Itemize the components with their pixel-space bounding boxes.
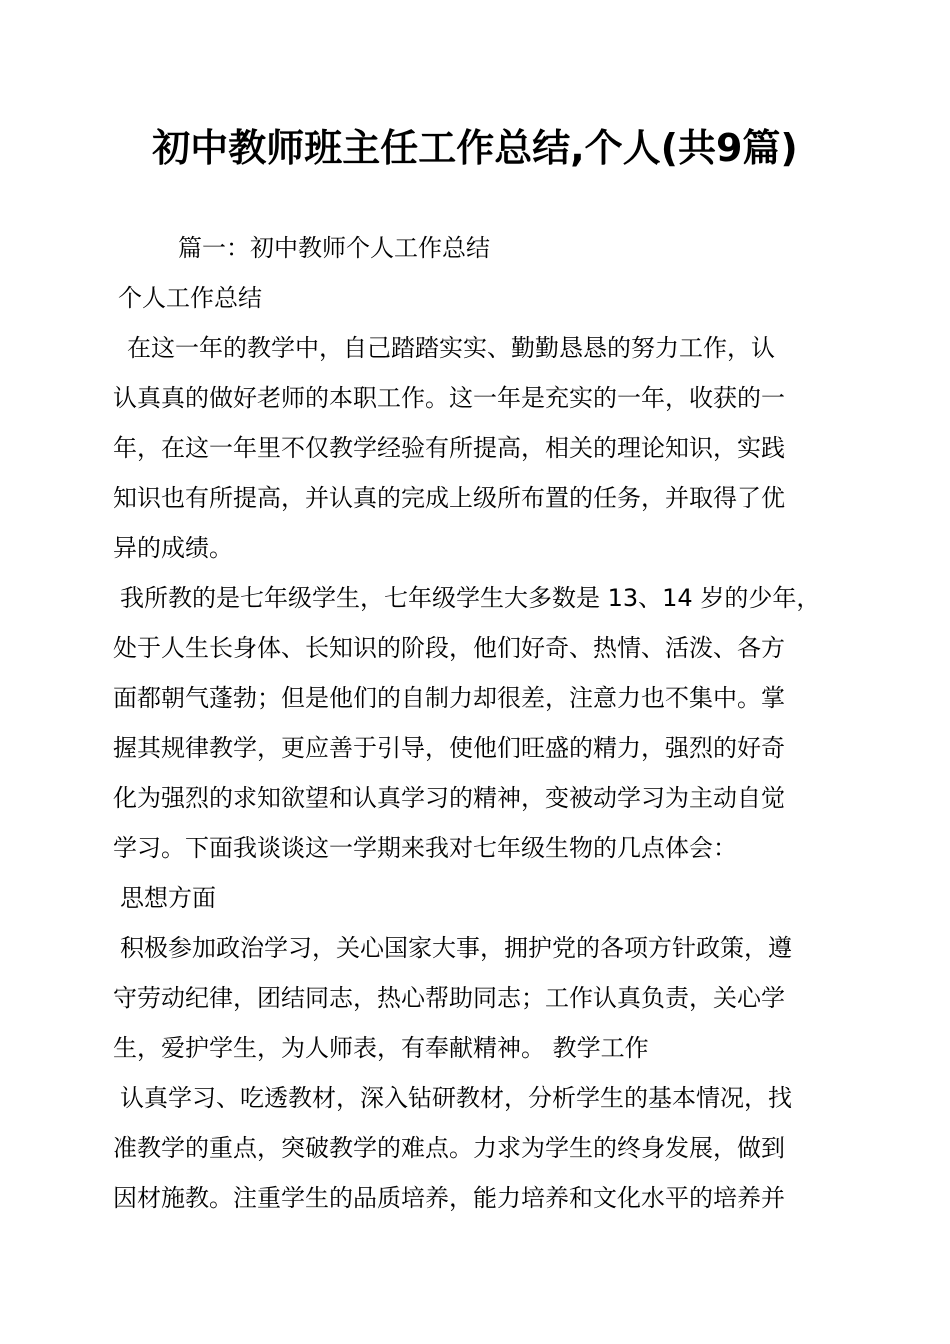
- paragraph-line: 认真真的做好老师的本职工作。这一年是充实的一年，收获的一: [113, 384, 785, 412]
- document-title: 初中教师班主任工作总结,个人(共9篇): [152, 126, 798, 170]
- paragraph-line: 握其规律教学，更应善于引导，使他们旺盛的精力，强烈的好奇: [113, 734, 785, 762]
- paragraph-line: 在这一年的教学中，自己踏踏实实、勤勤恳恳的努力工作，认: [127, 334, 775, 362]
- paragraph-line: 认真学习、吃透教材，深入钻研教材，分析学生的基本情况，找: [120, 1084, 792, 1112]
- paragraph-line: 年，在这一年里不仅教学经验有所提高，相关的理论知识，实践: [113, 434, 785, 462]
- paragraph-line: 积极参加政治学习，关心国家大事，拥护党的各项方针政策，遵: [120, 934, 792, 962]
- paragraph-line: 处于人生长身体、长知识的阶段，他们好奇、热情、活泼、各方: [113, 634, 785, 662]
- subheading: 思想方面: [120, 884, 216, 912]
- paragraph-line: 因材施教。注重学生的品质培养，能力培养和文化水平的培养并: [113, 1184, 785, 1212]
- paragraph-line: 知识也有所提高，并认真的完成上级所布置的任务，并取得了优: [113, 484, 785, 512]
- subheading: 个人工作总结: [118, 284, 262, 312]
- paragraph-line: 异的成绩。: [113, 534, 233, 562]
- section-heading: 篇一：初中教师个人工作总结: [178, 234, 490, 262]
- paragraph-line: 我所教的是七年级学生，七年级学生大多数是 13、14 岁的少年，: [120, 584, 821, 612]
- paragraph-line: 生，爱护学生，为人师表，有奉献精神。 教学工作: [113, 1034, 649, 1062]
- paragraph-line: 守劳动纪律，团结同志，热心帮助同志；工作认真负责，关心学: [113, 984, 785, 1012]
- paragraph-line: 准教学的重点，突破教学的难点。力求为学生的终身发展，做到: [113, 1134, 785, 1162]
- paragraph-line: 学习。下面我谈谈这一学期来我对七年级生物的几点体会：: [113, 834, 737, 862]
- paragraph-line: 面都朝气蓬勃；但是他们的自制力却很差，注意力也不集中。掌: [113, 684, 785, 712]
- paragraph-line: 化为强烈的求知欲望和认真学习的精神，变被动学习为主动自觉: [113, 784, 785, 812]
